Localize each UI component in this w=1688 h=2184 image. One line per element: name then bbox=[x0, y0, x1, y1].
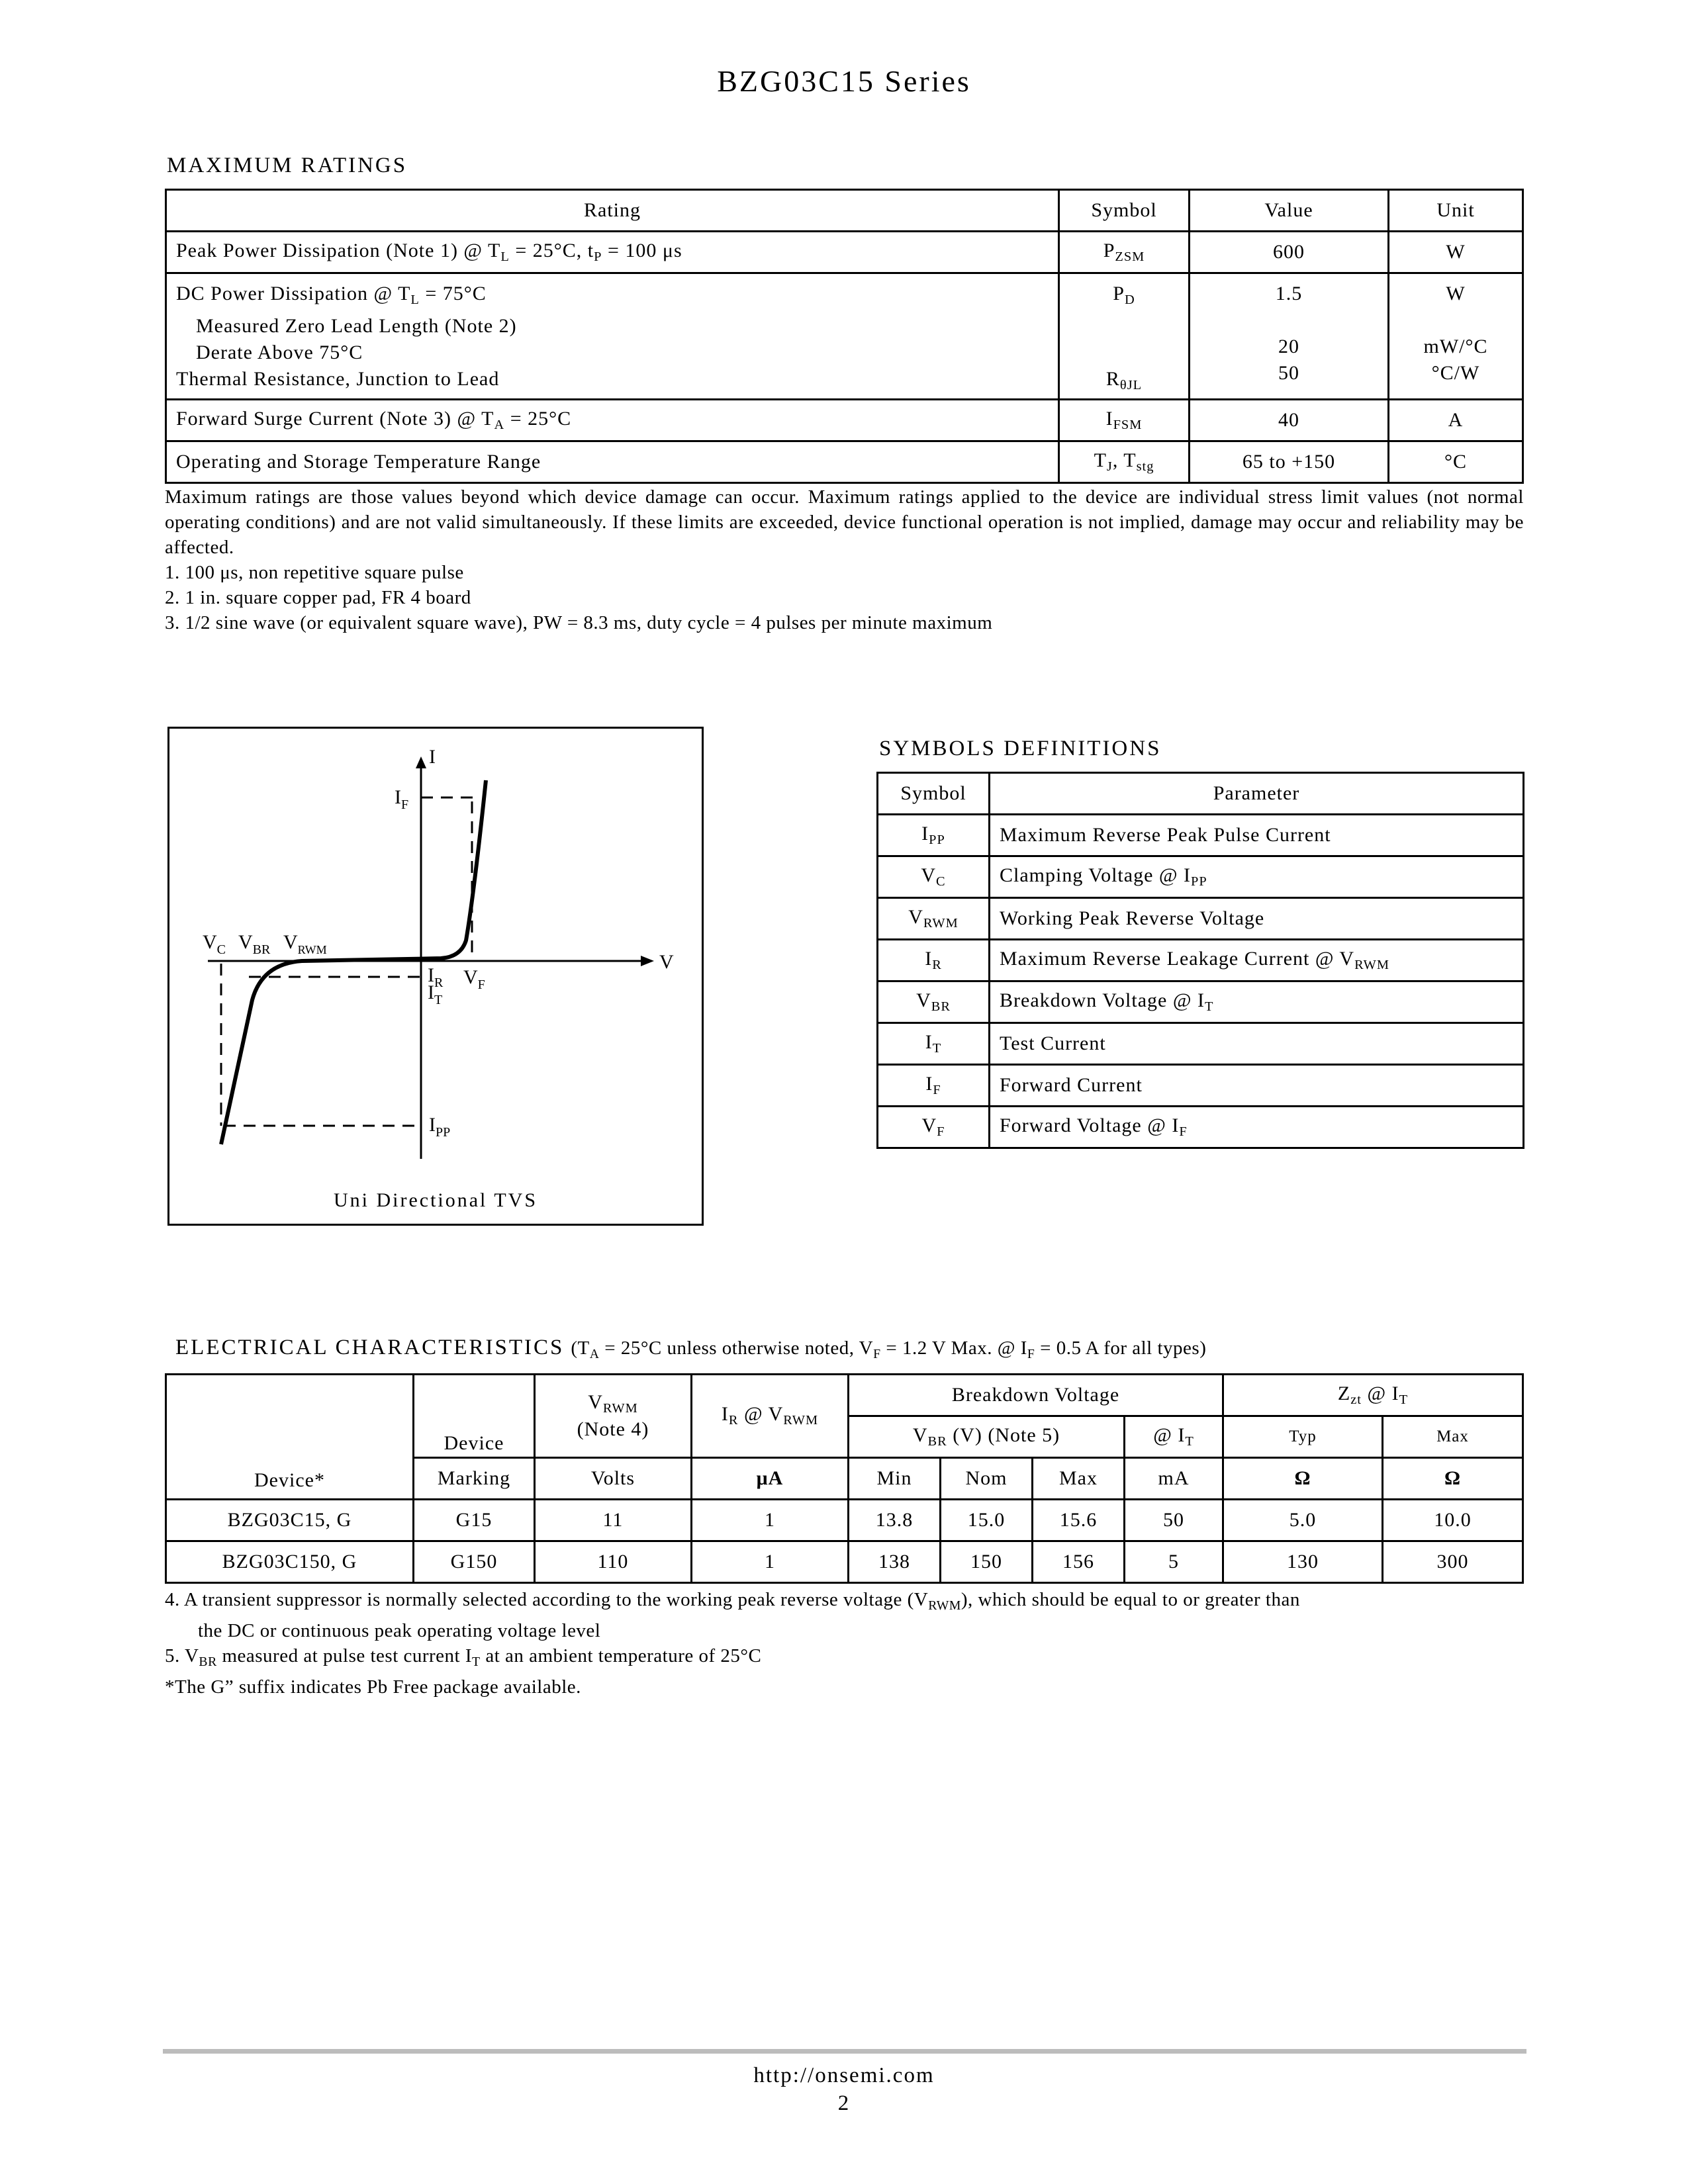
col-marking: Device bbox=[414, 1375, 535, 1458]
page-title: BZG03C15 Series bbox=[717, 64, 971, 98]
zzt-max-cell: 300 bbox=[1383, 1541, 1523, 1583]
rating-cell: Peak Power Dissipation (Note 1) @ $T_L = 25^\circ C$, $t_P = 100$ μs bbox=[166, 232, 1059, 273]
note-1: 1. 100 μs, non repetitive square pulse bbox=[165, 562, 464, 583]
unit-min: Min bbox=[849, 1458, 941, 1500]
parameter-cell: Test Current bbox=[990, 1023, 1524, 1065]
table-row bbox=[166, 1541, 1523, 1583]
axis-i-label: I bbox=[429, 746, 436, 768]
table-row bbox=[878, 898, 1524, 940]
col-rating: Rating bbox=[166, 190, 1059, 232]
device-cell: BZG03C150, G bbox=[166, 1541, 414, 1583]
col-unit: Unit bbox=[1389, 190, 1523, 232]
vbr-nom-cell: 150 bbox=[941, 1541, 1033, 1583]
symbol-cell: $P_D$ $R_{\theta JL}$ bbox=[1059, 273, 1190, 400]
vbr-min-cell: 13.8 bbox=[849, 1500, 941, 1541]
iv-characteristic-curve bbox=[221, 780, 486, 1144]
col-ir: $I_R$ @ $V_{RWM}$ bbox=[692, 1375, 849, 1458]
axis-v-label: V bbox=[659, 951, 674, 973]
max-ratings-heading: MAXIMUM RATINGS bbox=[167, 154, 408, 177]
value-cell: 1.5 20 50 bbox=[1190, 273, 1389, 400]
note-4-continued: the DC or continuous peak operating voltage level bbox=[198, 1619, 601, 1641]
zzt-typ-cell: 130 bbox=[1223, 1541, 1383, 1583]
note-star: *The G” suffix indicates Pb Free package available. bbox=[165, 1676, 581, 1698]
electrical-conditions: ($T_A = 25^\circ C$ unless otherwise noted, $V_F = 1.2$ V Max. @ $I_F = 0.5$ A for all types) bbox=[571, 1338, 1207, 1361]
vbr-max-cell: 156 bbox=[1033, 1541, 1125, 1583]
vrwm-label: $V_{RWM}$ bbox=[283, 931, 327, 956]
footer-divider bbox=[163, 2049, 1526, 2054]
symbol-cell: $P_{ZSM}$ bbox=[1059, 232, 1190, 273]
parameter-cell: Maximum Reverse Peak Pulse Current bbox=[990, 815, 1524, 856]
parameter-cell: Breakdown Voltage @ $I_T$ bbox=[990, 981, 1524, 1023]
col-parameter: Parameter bbox=[990, 773, 1524, 815]
vbr-nom-cell: 15.0 bbox=[941, 1500, 1033, 1541]
electrical-notes bbox=[165, 1587, 1528, 1700]
col-typ: Typ bbox=[1223, 1416, 1383, 1458]
col-device: Device* bbox=[166, 1375, 414, 1500]
max-ratings-table bbox=[165, 189, 1524, 484]
table-row bbox=[166, 273, 1523, 400]
unit-cell: W bbox=[1389, 232, 1523, 273]
vc-label: $V_C$ bbox=[203, 931, 226, 957]
iv-curve-svg bbox=[169, 729, 702, 1224]
parameter-cell: Working Peak Reverse Voltage bbox=[990, 898, 1524, 940]
col-breakdown: Breakdown Voltage bbox=[849, 1375, 1223, 1416]
vbr-min-cell: 138 bbox=[849, 1541, 941, 1583]
table-header-row bbox=[878, 773, 1524, 815]
note-2: 2. 1 in. square copper pad, FR 4 board bbox=[165, 587, 471, 608]
rating-cell: Operating and Storage Temperature Range bbox=[166, 441, 1059, 483]
table-row bbox=[878, 815, 1524, 856]
symbol-cell: $V_F$ bbox=[878, 1107, 990, 1148]
unit-ua: μA bbox=[692, 1458, 849, 1500]
it-cell: 5 bbox=[1125, 1541, 1223, 1583]
note-4: 4. A transient suppressor is normally selected according to the working peak reverse voltage $(V_{RWM})$, which should be equal to or greater than bbox=[165, 1589, 1300, 1613]
symbol-cell: $I_T$ bbox=[878, 1023, 990, 1065]
parameter-cell: Maximum Reverse Leakage Current @ $V_{RWM}$ bbox=[990, 940, 1524, 981]
footer-url[interactable]: http://onsemi.com bbox=[753, 2064, 935, 2087]
page-number: 2 bbox=[837, 2091, 851, 2115]
symbol-cell: $I_F$ bbox=[878, 1065, 990, 1107]
voltage-axis-arrow bbox=[641, 956, 654, 966]
parameter-cell: Forward Current bbox=[990, 1065, 1524, 1107]
marking-cell: G15 bbox=[414, 1500, 535, 1541]
unit-volts: Volts bbox=[535, 1458, 692, 1500]
value-cell: 65 to +150 bbox=[1190, 441, 1389, 483]
ir-cell: 1 bbox=[692, 1541, 849, 1583]
electrical-heading: ELECTRICAL CHARACTERISTICS ($T_A = 25^\circ C$ unless otherwise noted, $V_F = 1.2$ V Max. @ $I_F = 0.5$ A for all types) bbox=[175, 1336, 1207, 1361]
vbr-max-cell: 15.6 bbox=[1033, 1500, 1125, 1541]
it-cell: 50 bbox=[1125, 1500, 1223, 1541]
table-row bbox=[166, 1500, 1523, 1541]
unit-ohm-typ: Ω bbox=[1223, 1458, 1383, 1500]
table-row bbox=[166, 400, 1523, 441]
zzt-typ-cell: 5.0 bbox=[1223, 1500, 1383, 1541]
table-row bbox=[166, 232, 1523, 273]
table-row bbox=[878, 981, 1524, 1023]
symbol-cell: $I_{FSM}$ bbox=[1059, 400, 1190, 441]
symbols-table bbox=[876, 772, 1524, 1149]
vrwm-cell: 110 bbox=[535, 1541, 692, 1583]
table-header-row bbox=[166, 1375, 1523, 1416]
table-row bbox=[166, 441, 1523, 483]
symbol-cell: $V_{BR}$ bbox=[878, 981, 990, 1023]
max-ratings-disclaimer: Maximum ratings are those values beyond which device damage can occur. Maximum ratings applied to the device are individual stress limit values (not normal operating conditions) and are not valid simultaneously. If these limits are exceeded, device functional operation is not implied, damage may occur and reliability may be affected. bbox=[165, 486, 1524, 558]
unit-ohm-max: Ω bbox=[1383, 1458, 1523, 1500]
zzt-max-cell: 10.0 bbox=[1383, 1500, 1523, 1541]
vbr-label: $V_{BR}$ bbox=[238, 931, 271, 957]
col-max: Max bbox=[1383, 1416, 1523, 1458]
symbol-cell: $T_J$, $T_{stg}$ bbox=[1059, 441, 1190, 483]
device-cell: BZG03C15, G bbox=[166, 1500, 414, 1541]
rating-cell: Forward Surge Current (Note 3) @ $T_A = 25^\circ C$ bbox=[166, 400, 1059, 441]
marking-cell: G150 bbox=[414, 1541, 535, 1583]
parameter-cell: Forward Voltage @ $I_F$ bbox=[990, 1107, 1524, 1148]
col-vrwm: $V_{RWM}$ (Note 4) bbox=[535, 1375, 692, 1458]
table-header-row bbox=[166, 190, 1523, 232]
col-symbol: Symbol bbox=[878, 773, 990, 815]
if-label: $I_F$ bbox=[395, 786, 409, 812]
symbol-cell: $V_{RWM}$ bbox=[878, 898, 990, 940]
symbol-cell: $V_C$ bbox=[878, 856, 990, 898]
iv-curve-diagram bbox=[167, 727, 704, 1226]
parameter-cell: Clamping Voltage @ $I_{PP}$ bbox=[990, 856, 1524, 898]
note-5: 5. $V_{BR}$ measured at pulse test current $I_T$ at an ambient temperature of 25°C bbox=[165, 1645, 762, 1669]
rating-cell: DC Power Dissipation @ $T_L = 75^\circ C$ Measured Zero Lead Length (Note 2) Derate Above 75°C Thermal Resistance, Junction to Lead bbox=[166, 273, 1059, 400]
unit-cell: W mW/°C °C/W bbox=[1389, 273, 1523, 400]
vf-label: $V_F$ bbox=[463, 966, 485, 992]
table-row bbox=[878, 1065, 1524, 1107]
ir-cell: 1 bbox=[692, 1500, 849, 1541]
unit-marking: Marking bbox=[414, 1458, 535, 1500]
table-row bbox=[878, 940, 1524, 981]
current-axis-arrow bbox=[416, 756, 426, 768]
table-row bbox=[878, 1023, 1524, 1065]
unit-ma: mA bbox=[1125, 1458, 1223, 1500]
table-row bbox=[878, 856, 1524, 898]
symbol-cell: $I_{PP}$ bbox=[878, 815, 990, 856]
unit-max: Max bbox=[1033, 1458, 1125, 1500]
unit-cell: A bbox=[1389, 400, 1523, 441]
unit-nom: Nom bbox=[941, 1458, 1033, 1500]
ipp-label: $I_{PP}$ bbox=[429, 1114, 451, 1140]
table-row bbox=[878, 1107, 1524, 1148]
max-ratings-notes bbox=[165, 484, 1524, 635]
col-at-it: @ $I_T$ bbox=[1125, 1416, 1223, 1458]
symbols-heading: SYMBOLS DEFINITIONS bbox=[879, 737, 1162, 760]
unit-cell: °C bbox=[1389, 441, 1523, 483]
diagram-caption: Uni Directional TVS bbox=[333, 1189, 538, 1211]
electrical-table bbox=[165, 1373, 1524, 1584]
col-value: Value bbox=[1190, 190, 1389, 232]
col-vbr: $V_{BR}$ (V) (Note 5) bbox=[849, 1416, 1125, 1458]
ir-label: $I_R$ bbox=[428, 964, 444, 990]
col-zzt: $Z_{zt}$ @ $I_T$ bbox=[1223, 1375, 1523, 1416]
col-symbol: Symbol bbox=[1059, 190, 1190, 232]
value-cell: 40 bbox=[1190, 400, 1389, 441]
value-cell: 600 bbox=[1190, 232, 1389, 273]
symbol-cell: $I_R$ bbox=[878, 940, 990, 981]
it-label: $I_T$ bbox=[428, 981, 443, 1007]
vrwm-cell: 11 bbox=[535, 1500, 692, 1541]
note-3: 3. 1/2 sine wave (or equivalent square wave), PW = 8.3 ms, duty cycle = 4 pulses per minute maximum bbox=[165, 612, 993, 633]
